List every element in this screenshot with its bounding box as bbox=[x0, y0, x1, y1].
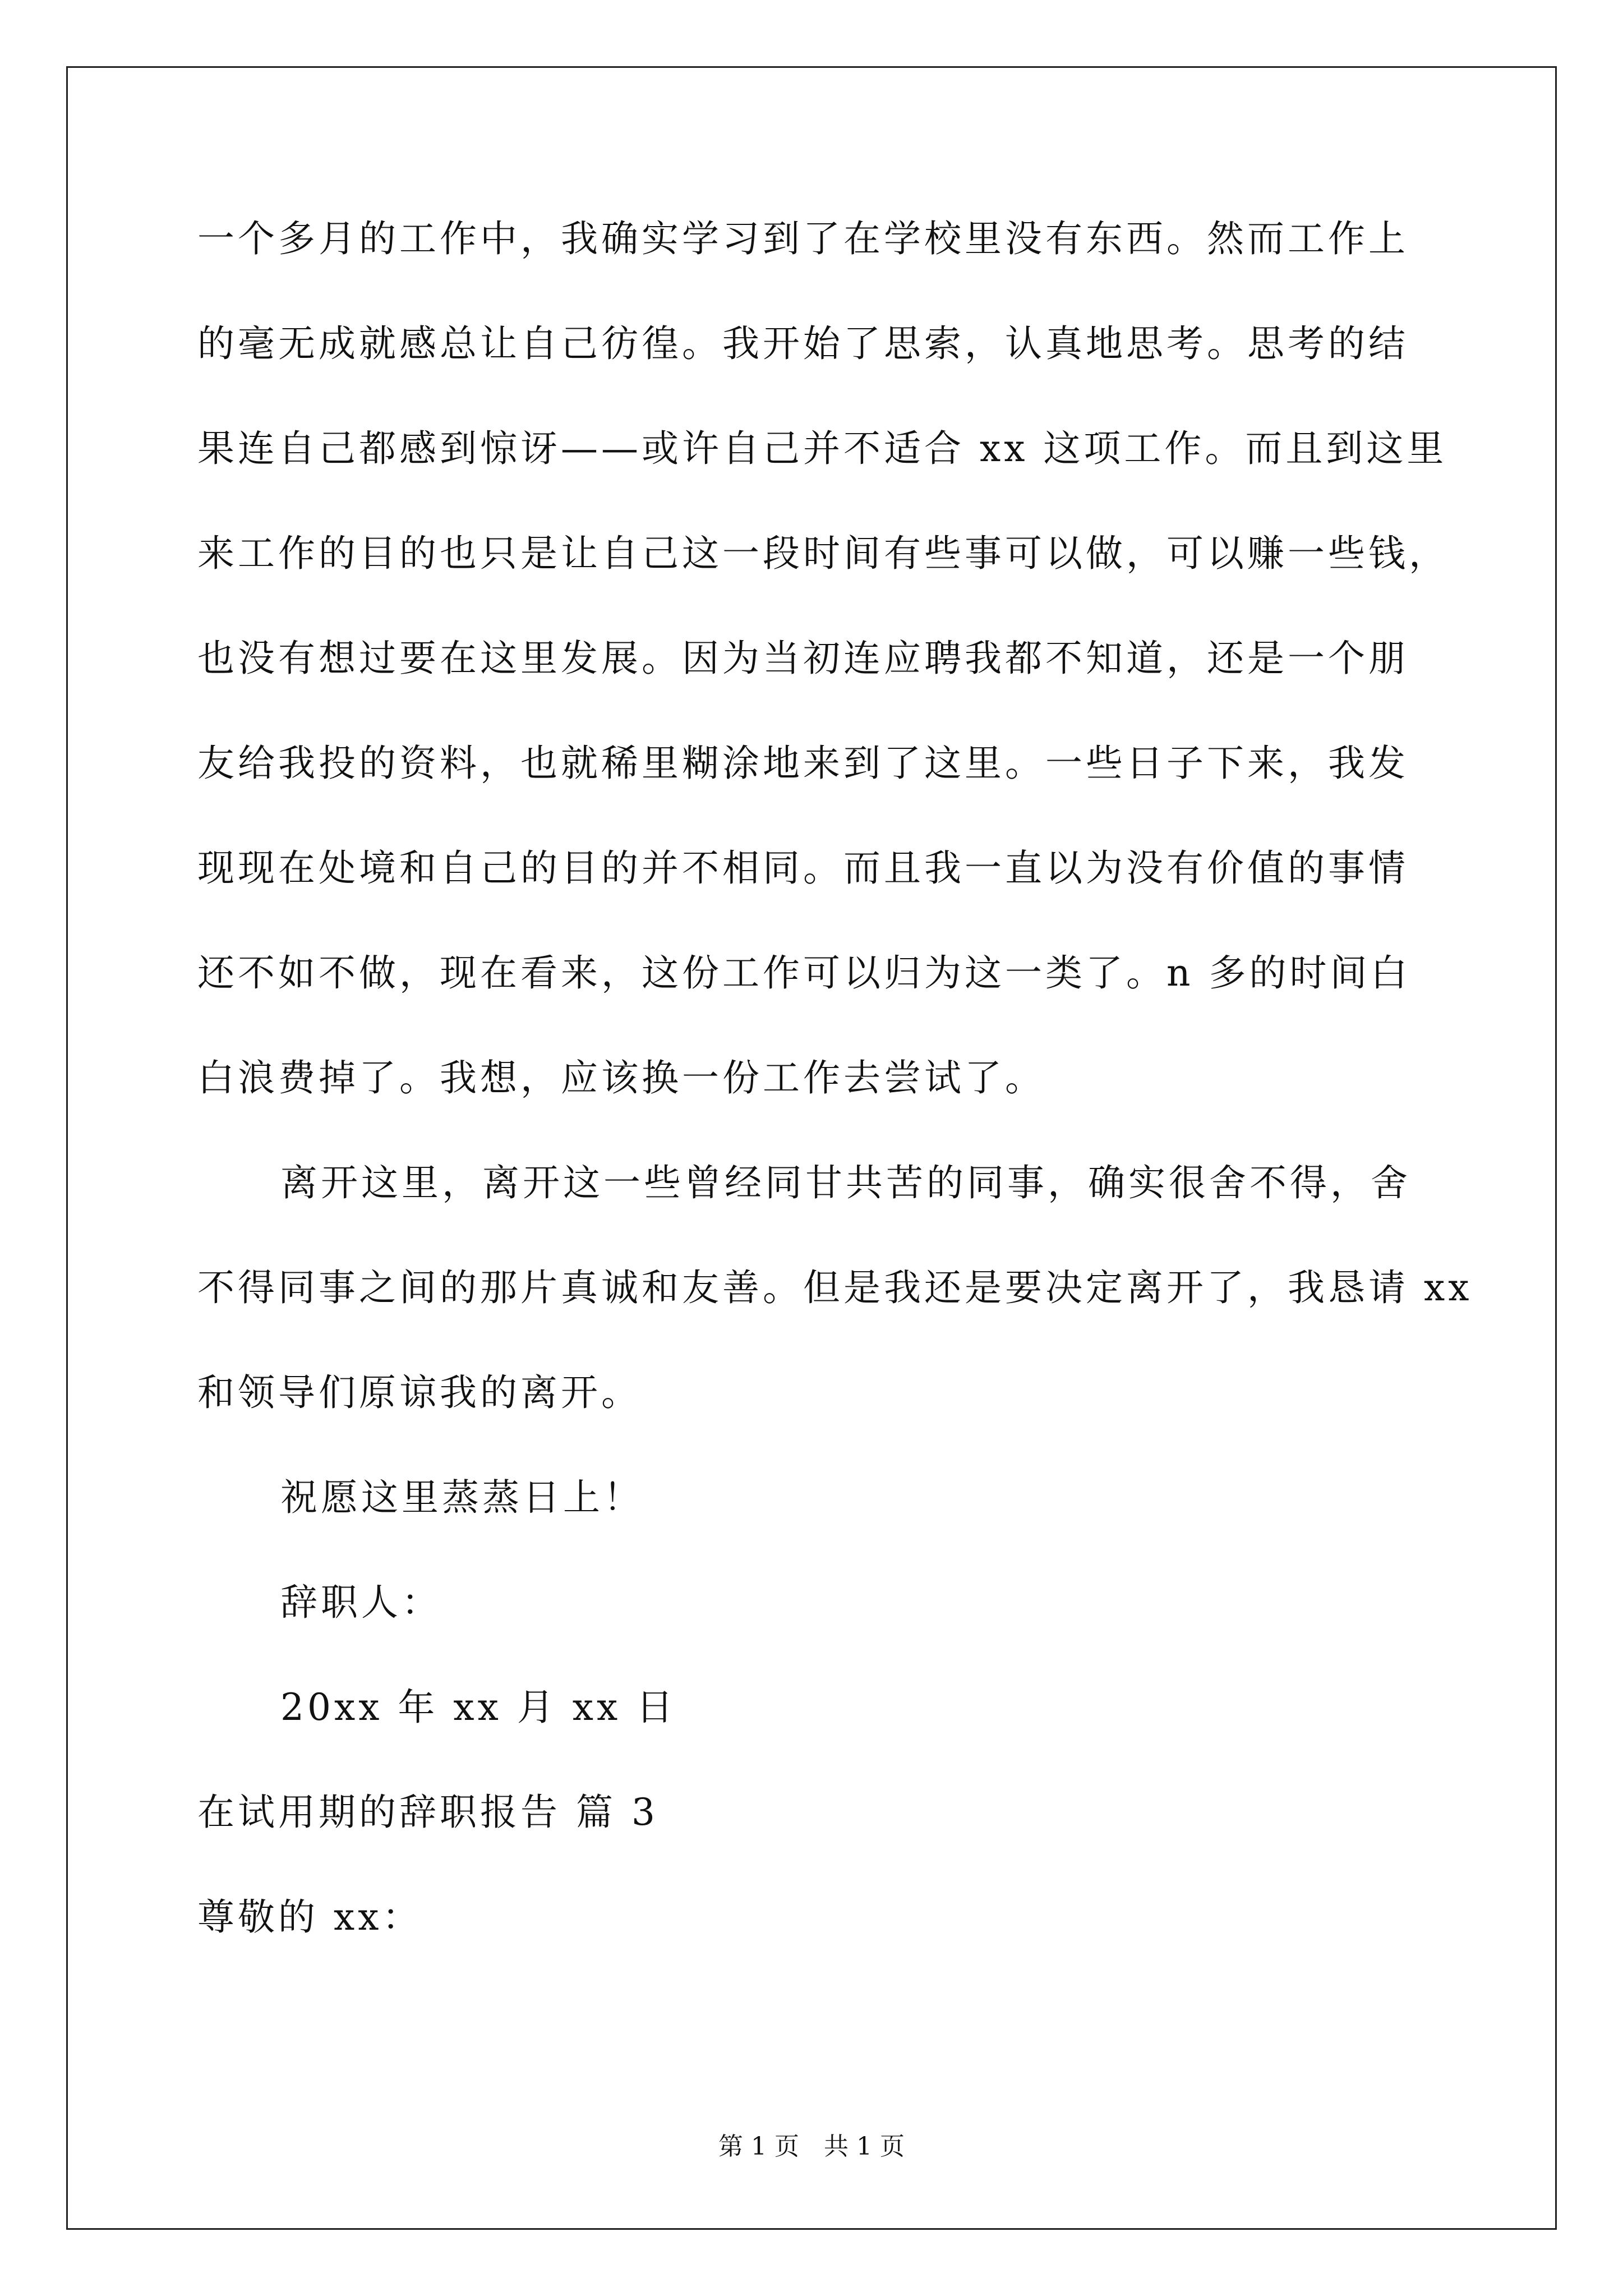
salutation: 尊敬的 xx： bbox=[197, 1895, 423, 1939]
paragraph-line: 白浪费掉了。我想，应该换一份工作去尝试了。 bbox=[197, 1056, 1045, 1099]
paragraph-line: 也没有想过要在这里发展。因为当初连应聘我都不知道，还是一个朋 bbox=[197, 637, 1409, 680]
paragraph-line: 的毫无成就感总让自己彷徨。我开始了思索，认真地思考。思考的结 bbox=[197, 322, 1409, 365]
date-line: 20xx 年 xx 月 xx 日 bbox=[280, 1686, 677, 1729]
document-body bbox=[197, 213, 1473, 1996]
paragraph-line: 离开这里，离开这一些曾经同甘共苦的同事，确实很舍不得，舍 bbox=[280, 1161, 1411, 1204]
section-heading: 在试用期的辞职报告 篇 3 bbox=[197, 1791, 658, 1834]
signature-label: 辞职人： bbox=[280, 1581, 442, 1624]
paragraph-line: 还不如不做，现在看来，这份工作可以归为这一类了。n 多的时间白 bbox=[197, 951, 1411, 995]
paragraph-line: 果连自己都感到惊讶——或许自己并不适合 xx 这项工作。而且到这里 bbox=[197, 427, 1447, 470]
paragraph-line: 现现在处境和自己的目的并不相同。而且我一直以为没有价值的事情 bbox=[197, 846, 1409, 890]
paragraph-line: 友给我投的资料，也就稀里糊涂地来到了这里。一些日子下来，我发 bbox=[197, 742, 1409, 785]
paragraph-line: 和领导们原谅我的离开。 bbox=[197, 1371, 642, 1414]
closing-wish: 祝愿这里蒸蒸日上！ bbox=[280, 1476, 644, 1519]
paragraph-line: 不得同事之间的那片真诚和友善。但是我还是要决定离开了，我恳请 xx bbox=[197, 1266, 1473, 1309]
paragraph-line: 一个多月的工作中，我确实学习到了在学校里没有东西。然而工作上 bbox=[197, 217, 1409, 260]
paragraph-line: 来工作的目的也只是让自己这一段时间有些事可以做，可以赚一些钱， bbox=[197, 532, 1449, 575]
page-number-footer: 第 1 页 共 1 页 bbox=[718, 2132, 905, 2161]
